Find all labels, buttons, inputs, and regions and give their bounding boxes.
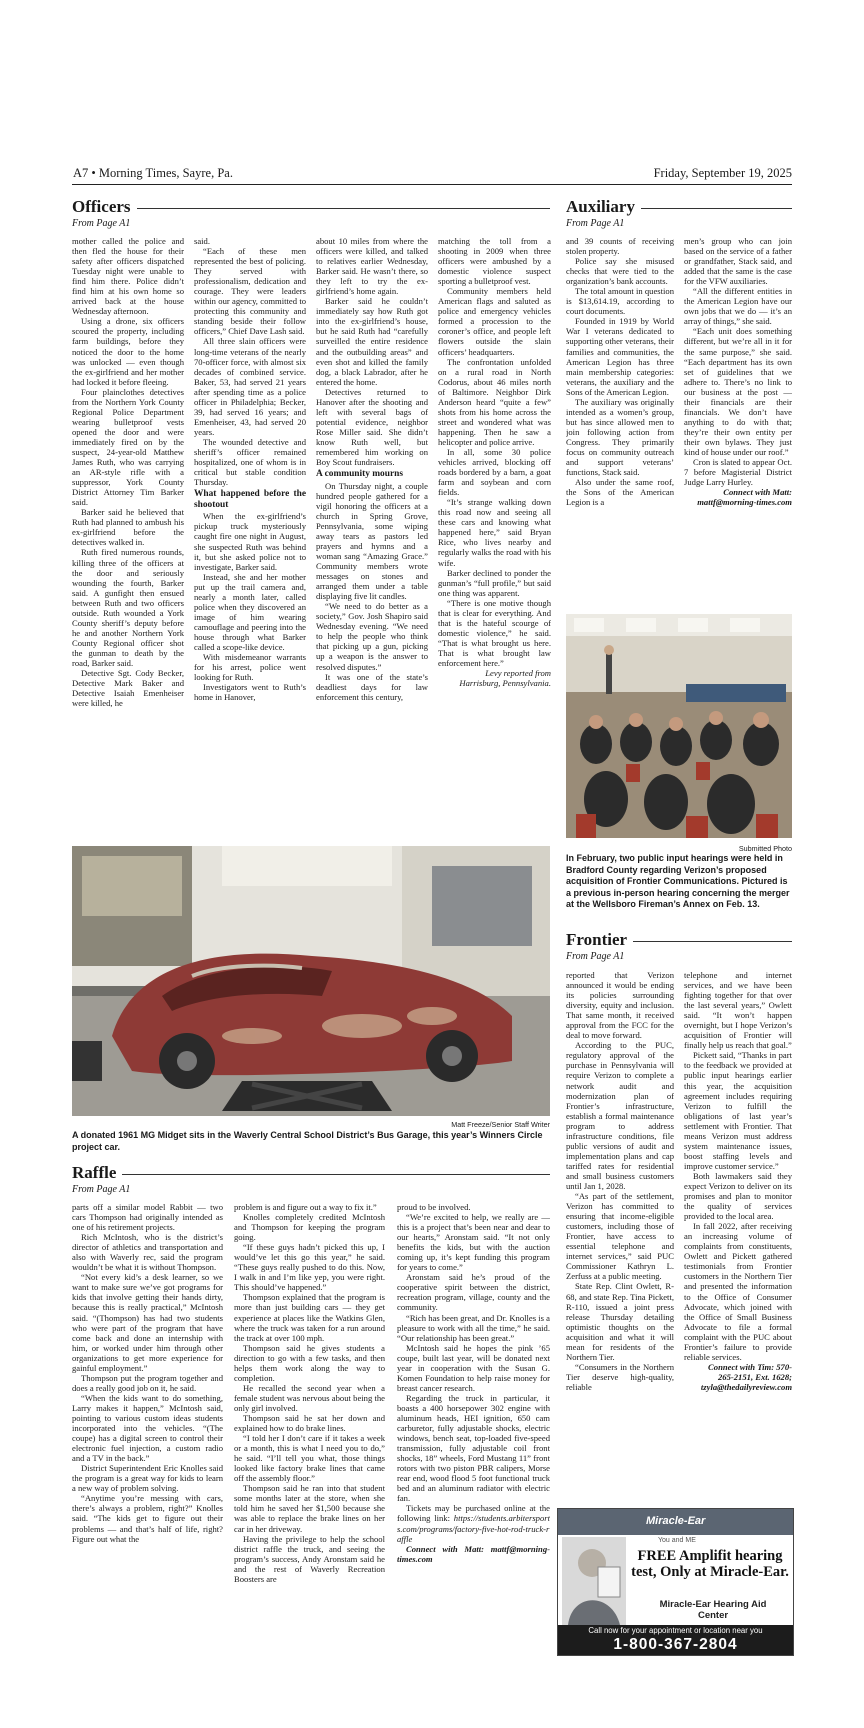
article-paragraph: “Not every kid’s a desk learner, so we want to make sure we’ve got programs for kids that involve getting their hands dirty, because this is really practical,” McIntosh said. “(Thompson) has had two students who were part of the program that have come back and done an internship with him, or worked under him through other organizations to get more experience for gainful employment.” (72, 1272, 223, 1373)
article-paragraph: Regarding the truck in particular, it boasts a 400 horsepower 302 engine with aluminum heads, HEI ignition, 650 cam carburetor, fully adjustable shocks, electric windows, bench seat, top-loaded five-speed transmission, fully adjustable coil front shocks, 18” wheels, Ford Mustang 11” front rotors with two piston PBR calipers, Morse rear end, wood flood 5 foot functional truck bed and an aluminum radiator with electric fan. (397, 1392, 550, 1504)
ad-person-image (562, 1537, 626, 1625)
raffle-ticket-link[interactable]: https://students.arbitersports.com/programs/factory-five-hot-rod-truck-raffle (397, 1513, 550, 1544)
article-paragraph: Rich McIntosh, who is the district’s director of athletics and transportation and also with Waverly rec, said the program wouldn’t be what it is without Thompson. (72, 1232, 223, 1273)
frontier-column-1 (566, 970, 674, 1504)
article-paragraph: Also under the same roof, the Sons of the American Legion is a (566, 477, 674, 508)
frontier-heading: Frontier (566, 930, 792, 950)
car-photo-caption: A donated 1961 MG Midget sits in the Waverly Central School District’s Bus Garage, this year’s Winners Circle project car. (72, 1130, 543, 1152)
article-paragraph: Ruth fired numerous rounds, killing three of the officers at the door and seriously wounding the fourth, Barker said. A gunfight then ensued between Ruth and two officers outside. Ruth wounded a York County sheriff’s deputy before he and another Northern York County Regional officer shot the gunman to death by the road, Barker said. (72, 547, 184, 668)
folio-rule (72, 184, 792, 185)
frontier-column-2 (684, 970, 792, 1504)
article-paragraph: Police say she misused checks that were tied to the organization’s bank accounts. (566, 256, 674, 287)
raffle-column-3 (397, 1202, 550, 1658)
article-paragraph: said. (194, 236, 210, 246)
article-paragraph: “If these guys hadn’t picked this up, I would’ve let this go this year,” he said. “These guys really pushed to do this. Now, I walk in and I’m like yep, you were right. This should’ve happened.” (234, 1242, 385, 1293)
article-paragraph: Barker declined to ponder the gunman’s “full profile,” but said one thing was apparent. (438, 567, 551, 598)
article-paragraph: “It’s strange walking down this road now and seeing all these cars and knowing what happened here,” said Bryan Rice, who lives nearby and regularly walks the road with his wife. (438, 497, 551, 568)
frontier-contact: Connect with Tim: 570-265-2151, Ext. 1628; tzyla@thedailyreview.com (700, 1361, 792, 1392)
auxiliary-heading: Auxiliary (566, 197, 792, 217)
article-paragraph: Thompson said he ran into that student some months later at the store, when she told him he saved her $1,500 because she was able to replace the brake lines on her car in her driveway. (234, 1483, 385, 1534)
article-paragraph: proud to be involved. (397, 1202, 471, 1212)
article-paragraph: “Consumers in the Northern Tier deserve high-quality, reliable (566, 1361, 674, 1392)
article-paragraph: men’s group who can join based on the service of a father or grandfather, Stack said, and added that the same is the case for the VFW auxiliaries. (684, 236, 792, 287)
folio-date: Friday, September 19, 2025 (653, 166, 792, 180)
raffle-column-2 (234, 1202, 385, 1658)
officers-heading: Officers (72, 197, 550, 217)
miracle-ear-ad[interactable] (557, 1508, 794, 1656)
auxiliary-from: From Page A1 (566, 218, 625, 229)
article-paragraph: Thompson said he gives students a direction to go with a few tasks, and then helps them work along the way to completion. (234, 1342, 385, 1383)
article-paragraph: Tickets may be purchased online at the following link: https://students.arbitersports.com/programs/factory-five-hot-rod-truck-raffle (397, 1503, 550, 1544)
auxiliary-contact: Connect with Matt: mattf@morning-times.com (697, 487, 792, 508)
ad-banner (558, 1509, 793, 1535)
article-paragraph: In fall 2022, after receiving an increasing volume of complaints from constituents, Owlett and Pickett gathered testimonials from Frontier customers in the Northern Tier and presented the information to the Office of Consumer Advocate, which joined with the Office of Small Business Advocate to file a formal complaint with the PUC about Frontier’s failure to provide reliable services. (684, 1221, 792, 1362)
article-paragraph: “All the different entities in the American Legion have our own jobs that we do — it’s an array of things,” she said. (684, 286, 792, 327)
auxiliary-column-1 (566, 236, 674, 610)
article-paragraph: Detective Sgt. Cody Becker, Detective Mark Baker and Detective Isaiah Emenheiser were killed, he (72, 668, 184, 709)
officers-column-1 (72, 236, 184, 844)
ad-headline: FREE Amplifit hearing test, Only at Miracle-Ear. (631, 1548, 789, 1580)
article-paragraph: In all, some 30 police vehicles arrived, blocking off roads bordered by a barn, a goat farm and soybean and corn fields. (438, 446, 551, 498)
article-paragraph: Having the privilege to help the school district raffle the truck, and seeing the program’s success, Andy Aronstam said he and the rest of Waverly Recreation Boosters are (234, 1533, 385, 1584)
car-photo (72, 846, 550, 1116)
article-paragraph: and 39 counts of receiving stolen property. (566, 236, 674, 257)
hearing-photo (566, 614, 792, 838)
article-paragraph: On Thursday night, a couple hundred people gathered for a vigil honoring the officers at a church in Spring Grove, Pennsylvania, some wiping away tears as pastors led prayers and hymns and a woman sang “Amazing Grace.” Community members wrote messages on stones and arranged them under a table displaying five lit candles. (316, 480, 428, 602)
article-paragraph: “We need to do better as a society,” Gov. Josh Shapiro said Wednesday evening. “We need to help the people who think that picking up a gun, picking up a weapon is the answer to resolved disputes.” (316, 601, 428, 672)
article-paragraph: “There is one motive though that is clear for everything. And that is the hateful scourge of domestic violence,” he said. “That is what brought us here. That is what brought law enforcement here.” (438, 597, 551, 668)
article-paragraph: It was one of the state’s deadliest days for law enforcement this century, (316, 671, 428, 702)
article-paragraph: All three slain officers were long-time veterans of the nearly 70-officer force, with almost six decades of combined service. Baker, 53, had served 21 years after spending time as a police officer in Philadelphia; Becker, 39, had served 16 years; and Emenheiser, 43, had served 20 years. (194, 336, 306, 437)
article-paragraph: parts off a similar model Rabbit — two cars Thompson had originally intended as one of his retirement projects. (72, 1202, 223, 1233)
ad-call-text: Call now for your appointment or location near you (588, 1626, 763, 1635)
article-paragraph: He recalled the second year when a female student was nervous about being the only girl involved. (234, 1382, 385, 1413)
car-photo-credit: Matt Freeze/Senior Staff Writer (451, 1120, 550, 1129)
raffle-contact: Connect with Matt: mattf@morning-times.com (397, 1543, 550, 1564)
article-paragraph: District Superintendent Eric Knolles said the program is a great way for kids to learn a new way of problem solving. (72, 1463, 223, 1494)
ad-center-name: Miracle-Ear Hearing Aid Center (659, 1599, 767, 1621)
article-paragraph: According to the PUC, regulatory approval of the purchase in Pennsylvania will require Verizon to complete a network audit and modernization plan of Frontier’s infrastructure, establish a formal maintenance program to address infrastructure conditions, file public versions of audit and implementation plans and cap tariffed rates for residential and small business customers until Jan 1, 2028. (566, 1040, 674, 1191)
article-paragraph: Knolles completely credited McIntosh and Thompson for keeping the program going. (234, 1212, 385, 1243)
article-paragraph: “Each of these men represented the best of policing. They served with professionalism, dedication and courage. They were leaders within our agency, committed to protecting this community and standing beside their follow officers,” Chief Dave Lash said. (194, 246, 306, 337)
article-paragraph: The confrontation unfolded on a rural road in North Codorus, about 46 miles north of Baltimore. Neighbor Dirk Anderson heard “quite a few” shots from his home across the street and wondered what was happening. Then he saw a helicopter and police arrive. (438, 356, 551, 447)
article-paragraph: “Rich has been great, and Dr. Knolles is a pleasure to work with all the time,” he said. “Our relationship has been great.” (397, 1312, 550, 1343)
article-paragraph: Thompson explained that the program is more than just building cars — they get experience at places like the Watkins Glen, where the truck was taken for a run around the track at over 100 mph. (234, 1292, 385, 1343)
article-paragraph: State Rep. Clint Owlett, R-68, and state Rep. Tina Pickett, R-110, issued a joint press release Thursday detailing optimistic thoughts on the acquisition and what it will mean for residents of the Northern Tier. (566, 1281, 674, 1362)
article-paragraph: “Each unit does something different, but we’re all in it for the same purpose,” she said. “Each department has its own set of guidelines that we adhere to. There’s no link to our business at the post — their financials are their financials. We don’t have anything to do with that; they’re their own entity per their own bylaws. They just kind of house under our roof.” (684, 326, 792, 457)
article-paragraph: Thompson said he sat her down and explained how to do brake lines. (234, 1412, 385, 1434)
article-paragraph: Community members held American flags and saluted as police and emergency vehicles formed a procession to the coroner’s office, and people left flowers outside the slain officers’ headquarters. (438, 286, 551, 357)
article-paragraph: problem is and figure out a way to fix it.” (234, 1202, 377, 1212)
officers-column-3 (316, 236, 428, 844)
raffle-heading: Raffle (72, 1163, 550, 1183)
officers-column-2 (194, 236, 306, 844)
article-paragraph: Four plainclothes detectives from the Northern York County Regional Police Department wearing bulletproof vests opened the door and were immediately fired on by the suspect, 24-year-old Matthew James Ruth, who was carrying an AR-style rifle with a suppressor, York County District Attorney Tim Barker said. (72, 386, 184, 508)
article-paragraph: Aronstam said he’s proud of the cooperative spirit between the district, recreation program, village, county and the community. (397, 1272, 550, 1313)
article-paragraph: When the ex-girlfriend’s pickup truck mysteriously caught fire one night in August, she suspected Ruth was behind it, but she asked police not to investigate, Barker said. (194, 511, 306, 572)
officers-from: From Page A1 (72, 218, 131, 229)
subhead-shootout: What happened before the shootout (194, 489, 306, 510)
hearing-photo-caption: In February, two public input hearings were held in Bradford County regarding Verizon’s proposed acquisition of Frontier Communications. Pictured is a previous in-person hearing concerning the merger at the Wellsboro Fireman’s Annex on Feb. 13. (566, 853, 790, 910)
article-paragraph: Detectives returned to Hanover after the shooting and left with several bags of potential evidence, neighbor Rose Miller said. She didn’t know Ruth well, but remembered him working on Boy Scout fundraisers. (316, 386, 428, 468)
ad-call-bar (558, 1625, 793, 1655)
article-paragraph: about 10 miles from where the officers were killed, and talked to relatives earlier Wednesday, Barker said. He wasn’t there, so they left to try the ex-girlfriend’s home again. (316, 236, 428, 297)
article-paragraph: The auxiliary was originally intended as a women’s group, but has since allowed men to join following action from Congress. They primarily focus on community outreach and support veterans’ functions, Stack said. (566, 396, 674, 478)
article-paragraph: Both lawmakers said they expect Verizon to deliver on its promises and plan to monitor the quality of services provided to the local area. (684, 1170, 792, 1222)
article-paragraph: Founded in 1919 by World War I veterans dedicated to supporting other veterans, their families and communities, the American Legion has three main membership categories: veterans, the auxiliary and the Sons of the American Legion. (566, 316, 674, 397)
article-paragraph: “Anytime you’re messing with cars, there’s always a problem, right?” Knolles said. “The kids get to figure out their problems — and that’s half of life, right? Figure out what the (72, 1493, 223, 1544)
article-paragraph: Investigators went to Ruth’s home in Hanover, (194, 682, 306, 703)
raffle-from: From Page A1 (72, 1184, 131, 1195)
article-paragraph: With misdemeanor warrants for his arrest, police went looking for Ruth. (194, 652, 306, 683)
article-paragraph: reported that Verizon announced it would be ending its policies surrounding diversity, equity and inclusion. That same month, it received approval from the FCC for the deal to move forward. (566, 970, 674, 1041)
article-paragraph: The total amount in question is $13,614.19, according to court documents. (566, 286, 674, 317)
auxiliary-column-2 (684, 236, 792, 610)
article-paragraph: Barker said he couldn’t immediately say how Ruth got into the ex-girlfriend’s house, but he said Ruth had “carefully surveilled the entire residence and the outbuilding areas” and even shot and killed the family dog, a black Labrador, after he entered the home. (316, 296, 428, 387)
article-paragraph: Using a drone, six officers scoured the property, including farm buildings, before they noticed the door to the home was unlocked — even though the ex-girlfriend and her mother had locked it before fleeing. (72, 316, 184, 387)
article-paragraph: telephone and internet services, and we have been fighting together for that over the last several years,” Owlett said. “It won’t happen overnight, but I hope Verizon’s acquisition of Frontier will finally help us reach that goal.” (684, 970, 792, 1051)
article-paragraph: Instead, she and her mother put up the trail camera and, nearly a month later, called police when they discovered an image of him wearing camouflage and peering into the house through what Barker called a scope-like device. (194, 571, 306, 652)
hearing-photo-credit: Submitted Photo (738, 844, 792, 853)
article-paragraph: mother called the police and then fled the house for their safety after officers dispatched Tuesday night were unable to find him there. Police didn’t find him at his own home so arrived back at the house Wednesday afternoon. (72, 236, 184, 317)
article-paragraph: Pickett said, “Thanks in part to the feedback we provided at public input hearings earlier this year, the acquisition agreement includes requiring Verizon to fulfill the obligations of last year’s settlement with Frontier. That means Verizon must address system maintenance issues, boost staffing levels and improve customer service.” (684, 1050, 792, 1171)
article-paragraph: Cron is slated to appear Oct. 7 before Magisterial District Judge Larry Hurley. (684, 457, 792, 488)
officers-signoff: Levy reported from Harrisburg, Pennsylvania. (459, 668, 551, 689)
article-paragraph: McIntosh said he hopes the pink ’65 coupe, built last year, will be donated next year in cooperation with the Susan G. Komen Foundation to help raise money for breast cancer research. (397, 1342, 550, 1393)
ad-tagline: You and ME (658, 1537, 696, 1544)
subhead-community: A community mourns (316, 469, 403, 480)
article-paragraph: “When the kids want to do something, Larry makes it happen,” McIntosh said, pointing to various custom ideas students incorporated into the vehicles. “(The coupe) has a digital screen to control their electronic fuel injection, a custom radio and a TV in the back.” (72, 1392, 223, 1464)
article-paragraph: The wounded detective and sheriff’s officer remained hospitalized, one of whom is in critical but stable condition Thursday. (194, 436, 306, 488)
officers-column-4 (438, 236, 551, 844)
article-paragraph: “I told her I don’t care if it takes a week or a month, this is what I need you to do,” he said. “I’ll tell you what, those things looked like factory brake lines that came off the assembly floor.” (234, 1433, 385, 1484)
raffle-column-1 (72, 1202, 223, 1658)
article-paragraph: “We’re excited to help, we really are — this is a project that’s been near and dear to our hearts,” Aronstam said. “It not only benefits the kids, but with the auction coming up, it’s kept funding this program for years to come.” (397, 1212, 550, 1273)
article-paragraph: Thompson put the program together and does a really good job on it, he said. (72, 1372, 223, 1393)
folio-left: A7 • Morning Times, Sayre, Pa. (73, 166, 233, 180)
frontier-from: From Page A1 (566, 951, 625, 962)
article-paragraph: matching the toll from a shooting in 2009 when three officers were ambushed by a domestic violence suspect sporting a bulletproof vest. (438, 236, 551, 287)
article-paragraph: “As part of the settlement, Verizon has committed to ensuring that income-eligible customers, including those of Frontier, have access to essential telephone and internet services,” said PUC Commissioner Kathryn L. Zerfuss at a public meeting. (566, 1191, 674, 1282)
ad-brand-logo: Miracle-Ear (646, 1515, 706, 1527)
ad-phone-number[interactable]: 1-800-367-2804 (613, 1636, 738, 1653)
article-paragraph: Barker said he believed that Ruth had planned to ambush his ex-girlfriend before the detectives walked in. (72, 507, 184, 548)
